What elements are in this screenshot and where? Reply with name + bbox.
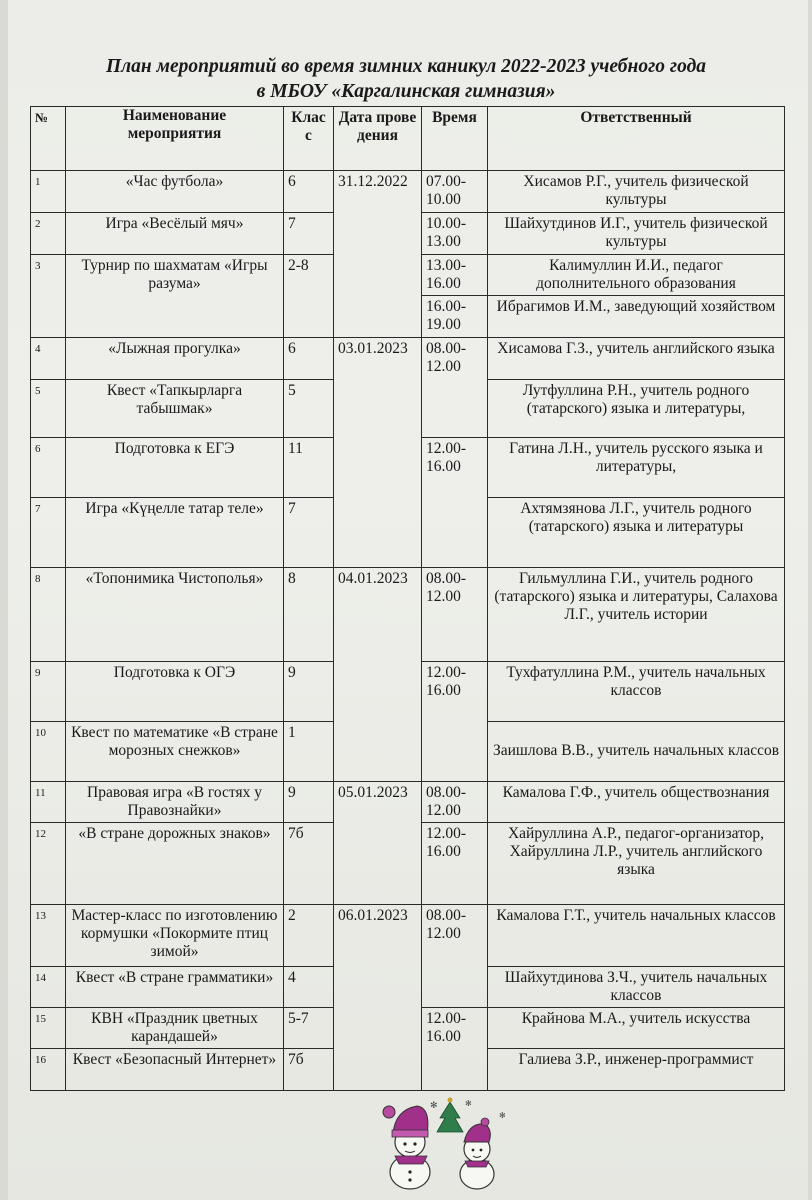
event-time: 07.00-10.00 bbox=[422, 171, 488, 213]
snowmen-illustration-icon bbox=[365, 1092, 515, 1192]
event-name: «Час футбола» bbox=[66, 171, 284, 213]
table-row bbox=[31, 782, 785, 823]
event-time: 08.00-12.00 bbox=[422, 338, 488, 438]
table-header-row bbox=[31, 107, 785, 171]
event-time: 16.00-19.00 bbox=[422, 296, 488, 338]
event-time: 13.00-16.00 bbox=[422, 255, 488, 296]
event-class: 6 bbox=[284, 338, 334, 380]
table-row bbox=[31, 338, 785, 380]
row-num: 14 bbox=[31, 967, 66, 1008]
event-responsible: Хайруллина А.Р., педагог-организатор, Хайруллина Л.Р., учитель английского языка bbox=[488, 823, 785, 905]
event-class: 1 bbox=[284, 722, 334, 782]
row-num: 8 bbox=[31, 568, 66, 662]
event-responsible: Заишлова В.В., учитель начальных классов bbox=[488, 722, 785, 782]
event-date: 05.01.2023 bbox=[334, 782, 422, 905]
header-time: Время bbox=[422, 107, 488, 171]
event-responsible: Шайхутдинов И.Г., учитель физической культуры bbox=[488, 213, 785, 255]
event-time: 08.00-12.00 bbox=[422, 568, 488, 662]
event-time: 12.00-16.00 bbox=[422, 438, 488, 568]
event-responsible: Галиева З.Р., инженер-программист bbox=[488, 1049, 785, 1091]
row-num: 3 bbox=[31, 255, 66, 338]
event-class: 9 bbox=[284, 782, 334, 823]
event-date: 04.01.2023 bbox=[334, 568, 422, 782]
row-num: 12 bbox=[31, 823, 66, 905]
event-name: Квест «Тапкырларга табышмак» bbox=[66, 380, 284, 438]
event-responsible: Хисамов Р.Г., учитель физической культуры bbox=[488, 171, 785, 213]
event-time: 12.00-16.00 bbox=[422, 823, 488, 905]
table-row bbox=[31, 905, 785, 967]
events-table bbox=[30, 106, 785, 1091]
event-date: 03.01.2023 bbox=[334, 338, 422, 568]
svg-text:✻: ✻ bbox=[465, 1099, 472, 1108]
svg-text:✻: ✻ bbox=[430, 1100, 438, 1110]
event-responsible: Гильмуллина Г.И., учитель родного (татарского) языка и литературы, Салахова Л.Г., учитель истории bbox=[488, 568, 785, 662]
event-responsible: Тухфатуллина Р.М., учитель начальных классов bbox=[488, 662, 785, 722]
header-class: Класс bbox=[284, 107, 334, 171]
event-name: Подготовка к ОГЭ bbox=[66, 662, 284, 722]
header-event: Наименование мероприятия bbox=[66, 107, 284, 171]
row-num: 13 bbox=[31, 905, 66, 967]
event-name: Турнир по шахматам «Игры разума» bbox=[66, 255, 284, 338]
header-responsible: Ответственный bbox=[488, 107, 785, 171]
svg-text:✻: ✻ bbox=[499, 1111, 506, 1120]
event-date: 06.01.2023 bbox=[334, 905, 422, 1091]
event-class: 8 bbox=[284, 568, 334, 662]
event-responsible: Гатина Л.Н., учитель русского языка и литературы, bbox=[488, 438, 785, 498]
event-class: 2 bbox=[284, 905, 334, 967]
event-class: 7 bbox=[284, 498, 334, 568]
event-time: 10.00-13.00 bbox=[422, 213, 488, 255]
event-responsible: Шайхутдинова З.Ч., учитель начальных классов bbox=[488, 967, 785, 1008]
event-time: 08.00-12.00 bbox=[422, 905, 488, 1008]
row-num: 7 bbox=[31, 498, 66, 568]
event-class: 11 bbox=[284, 438, 334, 498]
header-date: Дата проведения bbox=[334, 107, 422, 171]
event-class: 2-8 bbox=[284, 255, 334, 338]
event-name: Квест «Безопасный Интернет» bbox=[66, 1049, 284, 1091]
row-num: 5 bbox=[31, 380, 66, 438]
event-name: Игра «Весёлый мяч» bbox=[66, 213, 284, 255]
event-time: 12.00-16.00 bbox=[422, 1008, 488, 1091]
event-name: КВН «Праздник цветных карандашей» bbox=[66, 1008, 284, 1049]
event-name: «В стране дорожных знаков» bbox=[66, 823, 284, 905]
event-name: Подготовка к ЕГЭ bbox=[66, 438, 284, 498]
event-class: 4 bbox=[284, 967, 334, 1008]
document-title: План мероприятий во время зимних каникул 2022-2023 учебного года bbox=[105, 56, 707, 77]
event-name: Квест «В стране грамматики» bbox=[66, 967, 284, 1008]
event-time: 08.00-12.00 bbox=[422, 782, 488, 823]
row-num: 10 bbox=[31, 722, 66, 782]
event-name: «Лыжная прогулка» bbox=[66, 338, 284, 380]
row-num: 15 bbox=[31, 1008, 66, 1049]
event-class: 7 bbox=[284, 213, 334, 255]
row-num: 4 bbox=[31, 338, 66, 380]
event-responsible: Лутфуллина Р.Н., учитель родного (татарского) языка и литературы, bbox=[488, 380, 785, 438]
row-num: 2 bbox=[31, 213, 66, 255]
row-num: 1 bbox=[31, 171, 66, 213]
row-num: 16 bbox=[31, 1049, 66, 1091]
event-responsible: Крайнова М.А., учитель искусства bbox=[488, 1008, 785, 1049]
event-time: 12.00-16.00 bbox=[422, 662, 488, 782]
event-responsible: Ахтямзянова Л.Г., учитель родного (татарского) языка и литературы bbox=[488, 498, 785, 568]
event-class: 5 bbox=[284, 380, 334, 438]
event-responsible: Калимуллин И.И., педагог дополнительного образования bbox=[488, 255, 785, 296]
table-row bbox=[31, 568, 785, 662]
event-responsible: Камалова Г.Ф., учитель обществознания bbox=[488, 782, 785, 823]
header-num: № bbox=[31, 107, 66, 171]
event-responsible: Ибрагимов И.М., заведующий хозяйством bbox=[488, 296, 785, 338]
event-name: Правовая игра «В гостях у Правознайки» bbox=[66, 782, 284, 823]
event-responsible: Хисамова Г.З., учитель английского языка bbox=[488, 338, 785, 380]
event-class: 6 bbox=[284, 171, 334, 213]
event-name: Квест по математике «В стране морозных снежков» bbox=[66, 722, 284, 782]
event-responsible: Камалова Г.Т., учитель начальных классов bbox=[488, 905, 785, 967]
event-date: 31.12.2022 bbox=[334, 171, 422, 338]
row-num: 9 bbox=[31, 662, 66, 722]
event-class: 7б bbox=[284, 823, 334, 905]
event-class: 5-7 bbox=[284, 1008, 334, 1049]
event-name: Игра «Күңелле татар теле» bbox=[66, 498, 284, 568]
event-name: Мастер-класс по изготовлению кормушки «Покормите птиц зимой» bbox=[66, 905, 284, 967]
event-class: 7б bbox=[284, 1049, 334, 1091]
document-subtitle: в МБОУ «Каргалинская гимназия» bbox=[256, 81, 556, 102]
row-num: 6 bbox=[31, 438, 66, 498]
table-row bbox=[31, 171, 785, 213]
event-class: 9 bbox=[284, 662, 334, 722]
row-num: 11 bbox=[31, 782, 66, 823]
event-name: «Топонимика Чистополья» bbox=[66, 568, 284, 662]
